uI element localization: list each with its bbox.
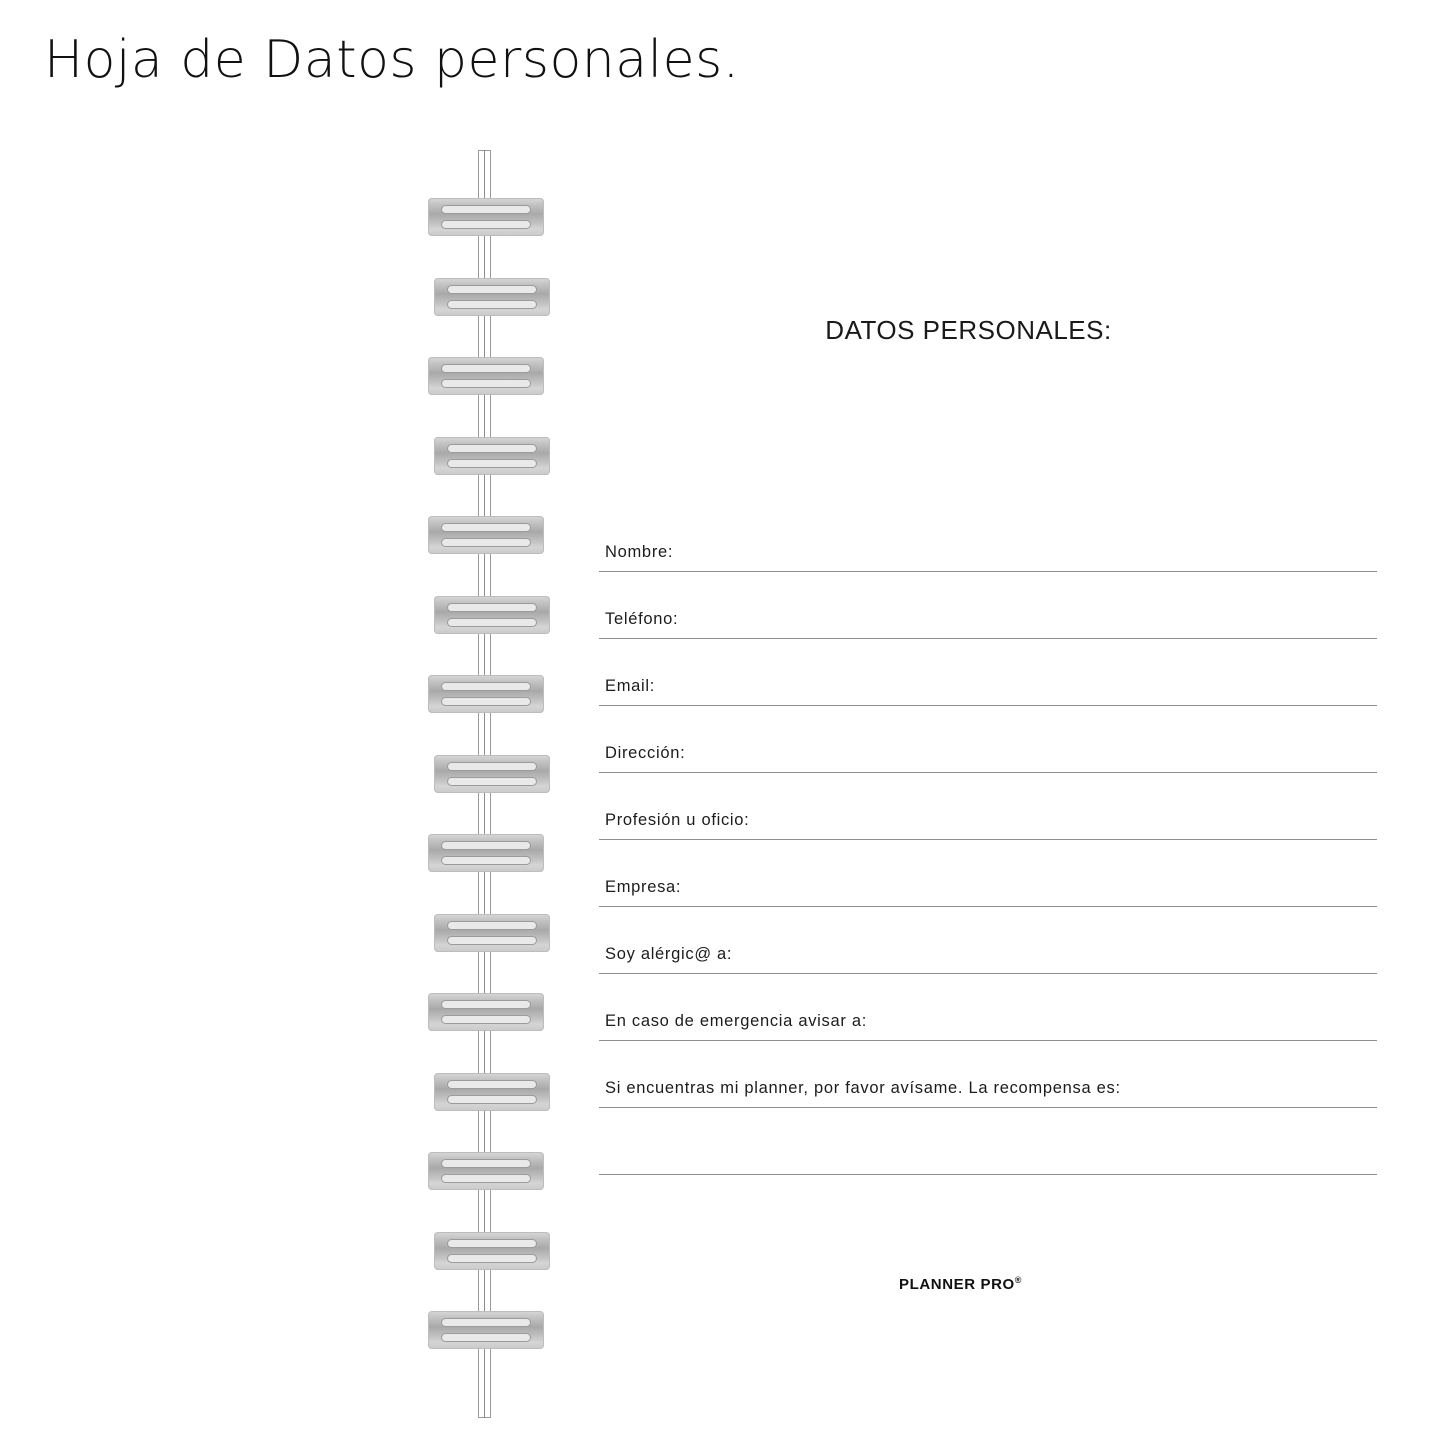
field-row[interactable] [599,505,1377,572]
field-label-emergencia: En caso de emergencia avisar a: [605,1012,867,1030]
field-label-profesion: Profesión u oficio: [605,811,750,829]
field-label-empresa: Empresa: [605,878,682,896]
field-row[interactable] [599,974,1377,1041]
brand-name: PLANNER PRO [899,1276,1015,1293]
spiral-coil-icon [434,755,550,793]
spiral-coil-icon [434,437,550,475]
spiral-coil-icon [428,1152,544,1190]
form-heading: DATOS PERSONALES: [825,315,1112,345]
personal-data-form [599,505,1377,1175]
registered-trademark-icon: ® [1014,1275,1023,1285]
spiral-coil-icon [434,914,550,952]
spiral-coil-icon [434,1232,550,1270]
field-label-telefono: Teléfono: [605,610,679,628]
brand-mark [899,1275,1022,1293]
field-row[interactable] [599,840,1377,907]
spiral-coil-icon [434,278,550,316]
field-label-recompensa: Si encuentras mi planner, por favor avísame. La recompensa es: [605,1079,1121,1097]
spiral-coil-icon [428,1311,544,1349]
spiral-coil-icon [428,516,544,554]
spiral-coil-icon [434,1073,550,1111]
spiral-coil-icon [428,993,544,1031]
spiral-binding [428,150,546,1418]
spiral-coil-icon [428,357,544,395]
left-page [0,150,479,1418]
spiral-coil-icon [428,834,544,872]
field-row[interactable] [599,706,1377,773]
field-row[interactable] [599,639,1377,706]
field-row[interactable] [599,773,1377,840]
field-row[interactable] [599,1041,1377,1108]
spiral-coil-icon [428,198,544,236]
field-label-direccion: Dirección: [605,744,686,762]
spiral-coil-icon [434,596,550,634]
field-row[interactable] [599,1108,1377,1175]
field-label-alergias: Soy alérgic@ a: [605,945,733,963]
spiral-coil-icon [428,675,544,713]
page-title: Hoja de Datos personales. [44,30,740,90]
field-label-email: Email: [605,677,656,695]
field-row[interactable] [599,572,1377,639]
field-input-extra[interactable] [599,1174,1377,1175]
right-page [490,150,1445,1418]
field-label-nombre: Nombre: [605,543,674,561]
planner-sheet [0,150,1445,1418]
field-row[interactable] [599,907,1377,974]
